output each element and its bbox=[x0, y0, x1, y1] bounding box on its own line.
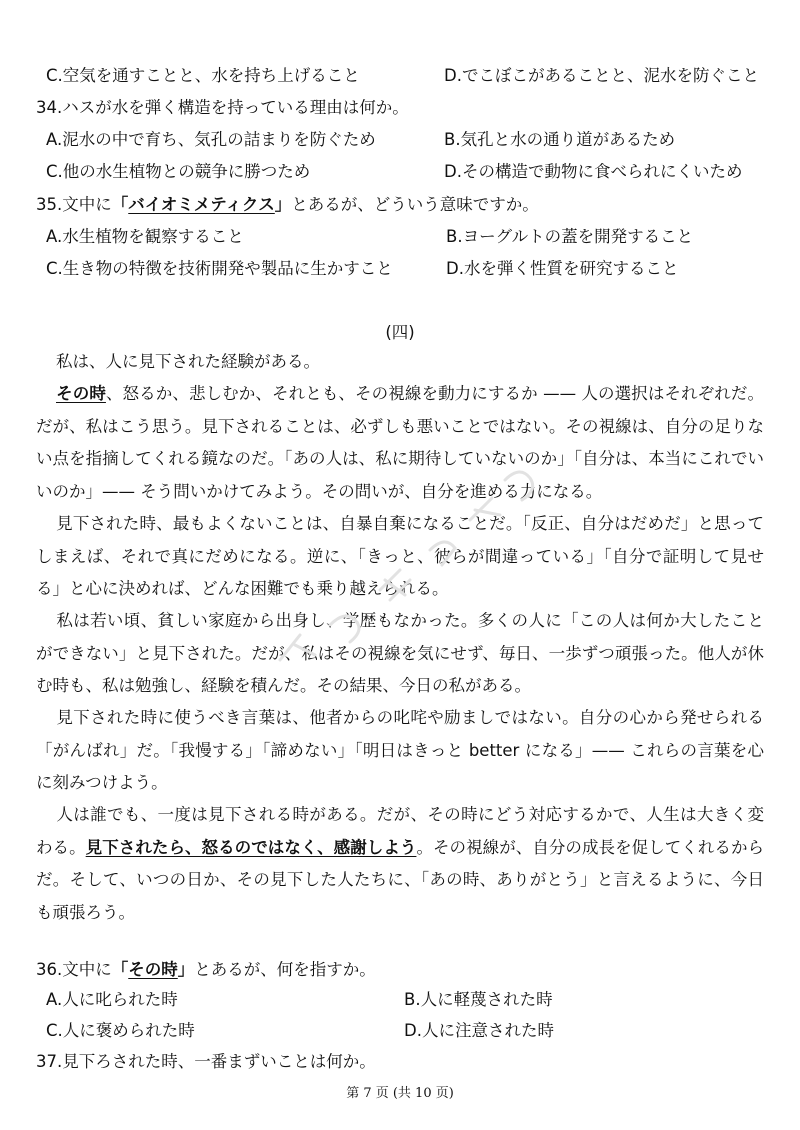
q37-stem: 37.見下ろされた時、一番まずいことは何か。 bbox=[36, 1052, 376, 1071]
q35-stem bbox=[36, 193, 539, 217]
q36-option-a: A.人に叱られた時 bbox=[46, 990, 178, 1009]
q33-option-c: C.空気を通すことと、水を持ち上げること bbox=[46, 66, 360, 85]
q35-option-b: B.ヨーグルトの蓋を開発すること bbox=[446, 227, 694, 246]
passage-paragraph-5 bbox=[36, 702, 764, 800]
q35-stem-post: とあるが、どういう意味ですか。 bbox=[291, 195, 539, 214]
q35-option-c: C.生き物の特徴を技術開発や製品に生かすこと bbox=[46, 259, 393, 278]
passage-p1-text: 私は、人に見下された経験がある。 bbox=[56, 352, 320, 371]
q35-quote-open: 「 bbox=[111, 195, 129, 214]
passage-p6-post: 。その視線が、自分の成長を促してくれるからだ。そして、いつの日か、その見下した人たちに、「あの時、ありがとう」と言えるように、今日も頑張ろう。 bbox=[36, 837, 765, 922]
passage-p5-text: 見下された時に使うべき言葉は、他者からの叱咤や励ましではない。自分の心から発せられる「がんばれ」だ。「我慢する」「諦めない」「明日はきっと better になる」—— これらの言葉を心に刻みつけよう。 bbox=[36, 708, 764, 792]
q36-stem-pre: 36.文中に bbox=[36, 960, 112, 979]
q36-stem bbox=[36, 958, 376, 982]
q34-option-b: B.気孔と水の通り道があるため bbox=[444, 130, 676, 149]
q36-quote-close: 」 bbox=[177, 960, 195, 979]
passage-paragraph-2 bbox=[36, 378, 764, 508]
passage-key-sonotoki: その時 bbox=[56, 384, 106, 403]
q35-quote-close: 」 bbox=[274, 195, 292, 214]
section-title: (四) bbox=[385, 323, 415, 342]
q35-stem-pre: 35.文中に bbox=[36, 195, 112, 214]
passage-paragraph-3 bbox=[36, 508, 764, 606]
passage-p4-text: 私は若い頃、貧しい家庭から出身し、学歴もなかった。多くの人に「この人は何か大したことができない」と見下された。だが、私はその視線を気にせず、毎日、一歩ずつ頑張った。他人が休む時も、私は勉強し、経験を積んだ。その結果、今日の私がある。 bbox=[36, 611, 764, 695]
q35-option-a: A.水生植物を観察すること bbox=[46, 227, 244, 246]
passage-paragraph-4 bbox=[36, 605, 764, 703]
q34-option-a: A.泥水の中で育ち、気孔の詰まりを防ぐため bbox=[46, 130, 376, 149]
q36-stem-post: とあるが、何を指すか。 bbox=[194, 960, 376, 979]
passage-p2-text: 、怒るか、悲しむか、それとも、その視線を動力にするか —— 人の選択はそれぞれだ。だが、私はこう思う。見下されることは、必ずしも悪いことではない。その視線は、自分の足りない点を指摘してくれる鏡なのだ。「あの人は、私に期待していないのか」「自分は、本当にこれでいいのか」—— そう問いかけてみよう。その問いが、自分を進める力になる。 bbox=[36, 384, 764, 501]
q36-quote-open: 「 bbox=[111, 960, 129, 979]
passage-key-sentence: 見下されたら、怒るのではなく、感謝しよう bbox=[85, 837, 417, 857]
q35-key-term: バイオミメティクス bbox=[128, 195, 275, 214]
passage-p6-pre: 人は誰でも、一度は見下される時がある。だが、その時にどう対応するかで、人生は大きく変わる。 bbox=[36, 805, 764, 857]
q36-option-d: D.人に注意された時 bbox=[404, 1021, 554, 1040]
q36-key-term: その時 bbox=[128, 960, 178, 979]
passage-paragraph-6 bbox=[36, 799, 764, 929]
q33-option-d: D.でこぼこがあることと、泥水を防ぐこと bbox=[444, 66, 759, 85]
page-footer: 第 7 页 (共 10 页) bbox=[346, 1086, 454, 1101]
q36-option-b: B.人に軽蔑された時 bbox=[404, 990, 553, 1009]
q34-option-d: D.その構造で動物に食べられにくいため bbox=[444, 162, 743, 181]
q36-option-c: C.人に褒められた時 bbox=[46, 1021, 195, 1040]
q34-stem: 34.ハスが水を弾く構造を持っている理由は何か。 bbox=[36, 98, 409, 117]
passage-p3-text: 見下された時、最もよくないことは、自暴自棄になることだ。「反正、自分はだめだ」と思ってしまえば、それで真にだめになる。逆に、「きっと、彼らが間違っている」「自分で証明して見せる」と心に決めれば、どんな困難でも乗り越えられる。 bbox=[36, 514, 764, 598]
passage-paragraph-1 bbox=[36, 346, 764, 379]
q34-option-c: C.他の水生植物との競争に勝つため bbox=[46, 162, 311, 181]
q35-option-d: D.水を弾く性質を研究すること bbox=[446, 259, 679, 278]
